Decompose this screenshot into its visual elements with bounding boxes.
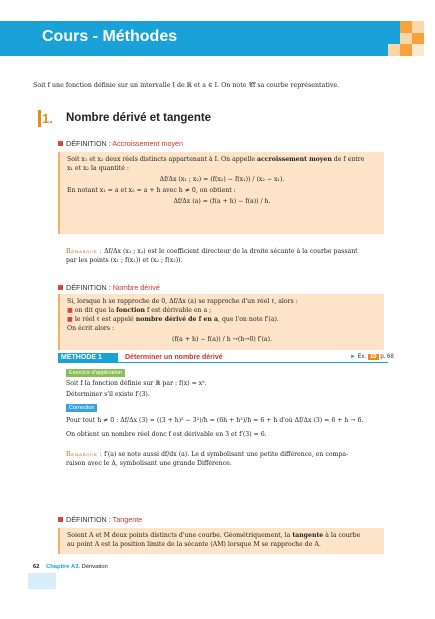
definition-box: Soient A et M deux points distincts d'une courbe. Géométriquement, la tangente à la courbe au point A est la position limite de la sécante (AM) lorsque M se rapproche de A. (58, 528, 384, 554)
definition-text: Soit x₁ et x₂ deux réels distincts appartenant à I. On appelle accroissement moyen de f entre (67, 156, 365, 163)
correction-text: Pour tout h ≠ 0 : Δf/Δx (3) = ((3 + h)² − 3²)/h = (6h + h²)/h = 6 + h d'où Δf/Δx (3) = 6 + h → 6. (66, 417, 364, 424)
footer-decor (28, 573, 56, 589)
definition-text: x₁ et x₂ la quantité : (67, 164, 129, 172)
definition-title: Tangente (112, 515, 143, 524)
definition-text: En notant x₁ = a et x₂ = a + h avec h ≠ 0, on obtient : (67, 186, 236, 194)
page-number: 62 (33, 564, 40, 570)
section-number: 1. (42, 111, 53, 126)
definition-label: DÉFINITION : (66, 283, 111, 292)
chapter-label: Chapitre A3. (46, 564, 81, 570)
exercise-tag: Exercice d'application (66, 369, 125, 377)
definition-heading (58, 283, 160, 292)
chapter-title: Dérivation (81, 564, 108, 570)
definition-title: Accroissement moyen (112, 139, 184, 148)
arrow-icon: ► (350, 354, 356, 360)
decor-square (400, 44, 412, 56)
intro-text: Soit f une fonction définie sur un intervalle I de ℝ et a ∈ I. On note 𝒞f sa courbe représentative. (33, 82, 340, 89)
page-footer (33, 564, 108, 570)
definition-label: DÉFINITION : (66, 515, 111, 524)
section-marker (38, 110, 41, 127)
method-tag: MÉTHODE 1 (58, 353, 118, 363)
exercise-text: Déterminer s'il existe f′(3). (66, 391, 150, 398)
remark: Remarque : f′(a) se note aussi df/dx (a). Le d symbolisant une petite différence, en compa- raison avec le Δ, symbolisant une grande Différence. (66, 451, 349, 468)
remark: Remarque : Δf/Δx (x₁ ; x₂) est le coefficient directeur de la droite sécante à la courbe passant par les points (x₁ ; f(x₁)) et (x₂ ; f(x₂)). (66, 248, 358, 265)
decor-square (412, 33, 424, 44)
definition-title: Nombre dérivé (112, 283, 160, 292)
decor-square (388, 44, 400, 56)
exercise-reference[interactable]: ► Ex. 10 p. 68 (350, 354, 394, 360)
correction-text: On obtient un nombre réel donc f est dérivable en 3 et f′(3) = 6. (66, 431, 267, 438)
decor-square (412, 44, 424, 56)
definition-heading (58, 139, 183, 148)
correction-tag: Correction (66, 404, 97, 412)
formula: Δf/Δx (a) = (f(a + h) − f(a)) / h. (173, 197, 271, 205)
remark-label: Remarque : (66, 248, 103, 255)
formula: Δf/Δx (x₁ ; x₂) = (f(x₂) − f(x₁)) / (x₂ − x₁). (159, 175, 285, 183)
definition-label: DÉFINITION : (66, 139, 111, 148)
remark-label: Remarque : (66, 451, 103, 458)
definition-box (58, 152, 384, 234)
decor-square (400, 33, 412, 44)
section-title: Nombre dérivé et tangente (66, 112, 212, 124)
decor-square (400, 21, 412, 33)
definition-heading (58, 515, 142, 524)
definition-box: Si, lorsque h se rapproche de 0, Δf/Δx (a) se rapproche d'un réel ℓ, alors : ■ on dit que la fonction f est dérivable en a ; ■ le réel ℓ est appelé nombre dérivé de f en a, que l'on note f′(a). On écrit alors : (f(a + h) − f(a)) / h →(h→0) f′(a). (58, 294, 384, 350)
method-title: Déterminer un nombre dérivé (125, 354, 223, 361)
decor-square (412, 21, 424, 33)
formula: (f(a + h) − f(a)) / h →(h→0) f′(a). (172, 335, 272, 343)
page-title: Cours - Méthodes (42, 28, 178, 45)
exercise-text: Soit f la fonction définie sur ℝ par : f(x) = x². (66, 380, 207, 387)
